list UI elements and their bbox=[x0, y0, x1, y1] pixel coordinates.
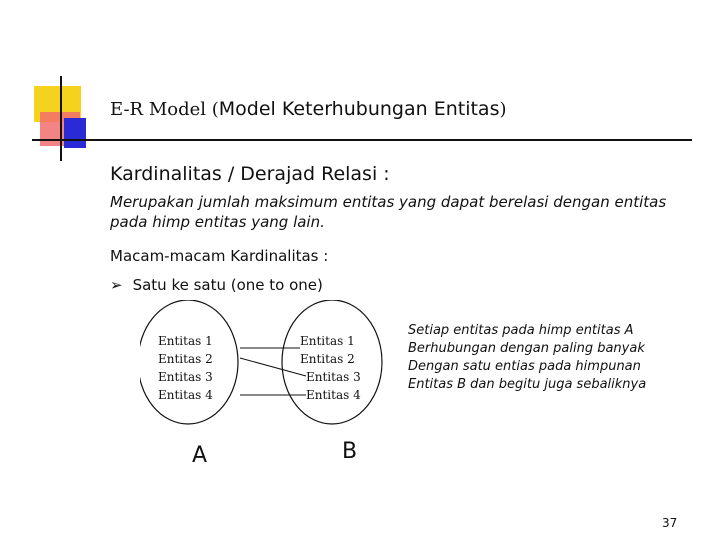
title-part2: Model Keterhubungan Entitas bbox=[218, 98, 500, 120]
set-b-item-3: Entitas 3 bbox=[306, 370, 361, 384]
set-a-item-4: Entitas 4 bbox=[158, 388, 213, 402]
title-part3: ) bbox=[499, 99, 507, 120]
bullet-item bbox=[110, 276, 323, 294]
one-to-one-diagram bbox=[140, 300, 400, 470]
decor-blue-square bbox=[64, 118, 86, 148]
section-heading: Kardinalitas / Derajad Relasi : bbox=[110, 163, 390, 185]
set-b-item-2: Entitas 2 bbox=[300, 352, 355, 366]
arrow-bullet-icon: ➢ bbox=[110, 276, 123, 294]
title-underline bbox=[32, 139, 692, 141]
set-b-item-1: Entitas 1 bbox=[300, 334, 355, 348]
page-number: 37 bbox=[662, 516, 678, 530]
description-block bbox=[408, 322, 698, 394]
bullet-text: Satu ke satu (one to one) bbox=[132, 276, 323, 294]
set-a-item-2: Entitas 2 bbox=[158, 352, 213, 366]
relation-line-2 bbox=[240, 358, 306, 376]
definition-text: Merupakan jumlah maksimum entitas yang dapat berelasi dengan entitas pada himp entitas yang lain. bbox=[110, 193, 667, 231]
set-b-label: B bbox=[342, 439, 358, 464]
slide-title bbox=[110, 96, 507, 120]
description-line-4: Entitas B dan begitu juga sebaliknya bbox=[408, 377, 647, 392]
decor-vertical-line bbox=[60, 76, 62, 161]
set-a-item-1: Entitas 1 bbox=[158, 334, 213, 348]
description-line-2: Berhubungan dengan paling banyak bbox=[408, 341, 645, 356]
types-heading: Macam-macam Kardinalitas : bbox=[110, 247, 329, 265]
title-part1: E-R Model ( bbox=[110, 99, 219, 120]
set-b-item-4: Entitas 4 bbox=[306, 388, 361, 402]
description-line-3: Dengan satu entias pada himpunan bbox=[408, 359, 641, 374]
set-a-item-3: Entitas 3 bbox=[158, 370, 213, 384]
set-a-label: A bbox=[192, 443, 208, 468]
description-line-1: Setiap entitas pada himp entitas A bbox=[408, 323, 634, 338]
